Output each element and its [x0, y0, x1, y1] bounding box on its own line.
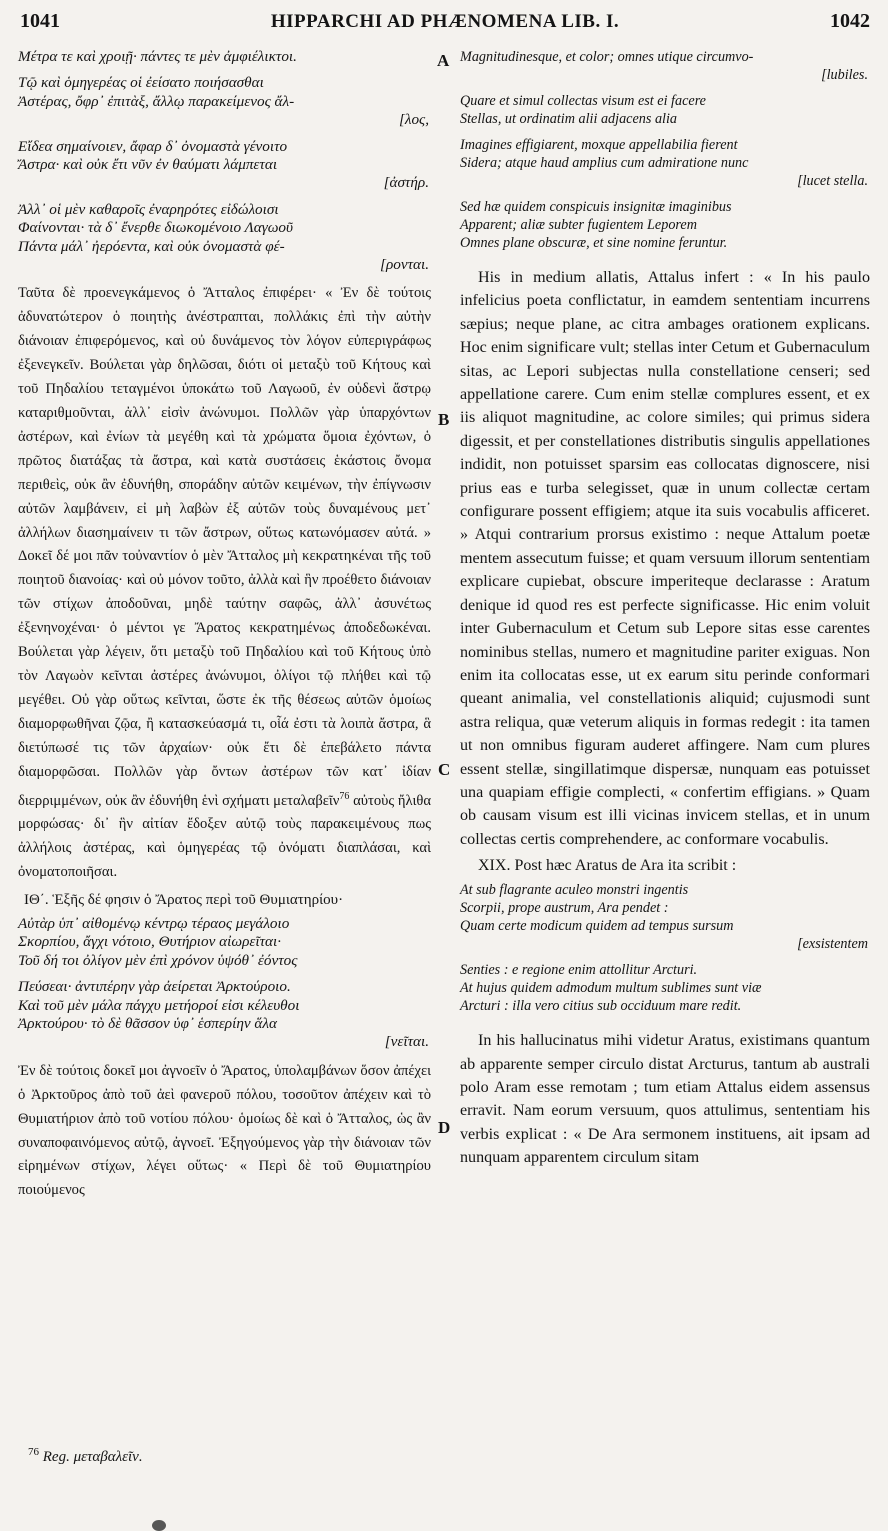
latin-column	[460, 48, 870, 1170]
margin-letter-a: A	[437, 51, 450, 70]
verse-stanza	[18, 74, 431, 129]
verse-stanza	[18, 201, 431, 275]
verse-stanza	[460, 198, 870, 252]
verse-stanza	[460, 136, 870, 190]
verse-line: At hujus quidem admodum multum sublimes sunt viæ	[460, 980, 762, 997]
verse-line: Καὶ τοῦ μὲν μάλα πάγχυ μετήοροί εἰσι κέλευθοι	[18, 996, 300, 1014]
verse-line-continuation: [lucet stella.	[797, 173, 868, 189]
latin-section-heading: XIX. Post hæc Aratus de Ara ita scribit :	[478, 857, 737, 875]
greek-paragraph-text: Ταῦτα δὲ προενεγκάμενος ὁ Ἄτταλος ἐπιφέρει· « Ἐν δὲ τούτοις ἀδυνατώτερον ὁ ποιητὴς ἀνέστραπται, πολλάκις ἐπὶ τὴν αὐτὴν διάνοιαν ἐπιφερόμενος, καὶ οὐ δυνάμενος τὸν λόγον εὐπεριγράφως ἐξενεγκεῖν. Βούλεται γὰρ δηλῶσαι, διότι οἱ μεταξὺ τοῦ Κήτους καὶ τοῦ Πηδαλίου τεταγμένοι ὑποκάτω τοῦ Λαγωοῦ, ἐν οὐδενὶ ἄστρῳ καταριθμοῦνται, ἀλλ᾽ εἰσὶν ἀνώνυμοι. Πολλῶν γὰρ ὑπαρχόντων ἀστέρων, καὶ ἐνίων τὰ μεγέθη καὶ τὰ χρώματα ὅμοια ἐχόντων, ὁ πρῶτος διατάξας τὰ ἄστρα, καὶ κατὰ συστάσεις ἑκάστοις ὄνομα περιθεὶς, οὐκ ἂν ἐδυνήθη, σποράδην αὐτῶν κειμένων, τὴν ἐπίγνωσιν αὐτῶν λαμβάνειν, εἰ μὴ λαβὼν ἐξ αὐτῶν τοὺς δυναμένους μετ᾽ ἀλλήλων διασημαίνειν τι τῶν ἄστρων, οὕτως κατωνόμασεν αὐτά. » Δοκεῖ δέ μοι πᾶν τοὐναντίον ὁ μὲν Ἄτταλος μὴ κεκρατηκέναι τῆς τοῦ ποιητοῦ διανοίας· καὶ οὐ μόνον τοῦτο, ἀλλὰ καὶ ἣν προέθετο διάνοιαν τῶν στίχων ἀποδοῦναι, μηδὲ ταύτην σαφῶς, ἀλλ᾽ ἀσυνέτως ἐξενηνοχέναι· ὁ μέντοι γε Ἄρατος κεκρατημένως ἀποδεδωκέναι. Βούλεται γὰρ λέγειν, ὅτι μεταξὺ τοῦ Πηδαλίου καὶ τοῦ Κήτους ὑπὸ τὸν Λαγωὸν κεῖνται ἀστέρες ἀνώνυμοι, ὀλίγοι τῷ πλήθει καὶ τῷ μεγέθει. Οὐ γὰρ οὕτως κεῖνται, ὥστε ἐκ τῆς θέσεως αὐτῶν ὁμοίως διαμορφωθῆναι ζῷα, ἢ κατασκεύασμά τι, οἷά ἐστι τὰ λοιπὰ ἄστρα, ἃ διετύπωσέ τις τῶν ἀρχαίων· οὐκ ἔτι δὲ ἐπεβάλετο πάντα διαμορφῶσαι. Πολλῶν γὰρ ὄντων ἀστέρων τῶν κατ᾽ ἰδίαν διερριμμένων, οὐκ ἂν ἐδυνήθη ἑνὶ σχήματι μεταλαβεῖν	[18, 285, 431, 809]
margin-letter-c: C	[438, 760, 451, 779]
verse-stanza	[18, 978, 431, 1052]
verse-line: Scorpii, prope austrum, Ara pendet :	[460, 900, 669, 917]
running-header	[20, 10, 870, 40]
greek-section-heading: ΙΘ΄. Ἑξῆς δέ φησιν ὁ Ἄρατος περὶ τοῦ Θυμιατηρίου·	[24, 891, 344, 908]
verse-stanza	[460, 92, 870, 128]
verse-stanza	[18, 138, 431, 193]
verse-line: Σκορπίου, ἄγχι νότοιο, Θυτήριον αἰωρεῖται·	[18, 933, 281, 951]
verse-line-continuation: [exsistentem	[797, 936, 868, 953]
margin-letter-b: B	[438, 410, 450, 429]
footnote-number: 76	[28, 1446, 39, 1458]
verse-line: Magnitudinesque, et color; omnes utique circumvo-	[460, 49, 754, 65]
latin-verse-block-2	[460, 881, 870, 1015]
verse-line-continuation: [ἀστήρ.	[383, 174, 429, 192]
footnote-ref: 76	[339, 790, 350, 802]
greek-prose-2	[18, 1060, 431, 1203]
verse-line: Omnes plane obscuræ, et sine nomine feruntur.	[460, 235, 728, 251]
greek-paragraph: Ἐν δὲ τούτοις δοκεῖ μοι ἀγνοεῖν ὁ Ἄρατος, ὑπολαμβάνων ὅσον ἀπέχει ὁ Ἀρκτοῦρος ἀπὸ τοῦ ἀεὶ φανεροῦ πόλου, τοσοῦτον ἀπέχειν καὶ τὸ Θυμιατήριον ἀπὸ τοῦ νοτίου πόλου· ὁμοίως δὲ καὶ ὁ Ἄτταλος, ὡς ἂν συναποφαινόμενος αὐτῷ, ἀγνοεῖ. Ἐξηγούμενος γὰρ τὴν διάνοιαν τῶν εἰρημένων στίχων, λέγει οὕτως· « Περὶ δὲ τοῦ Θυμιατηρίου ποιούμενος	[18, 1062, 431, 1199]
verse-line: Senties : e regione enim attollitur Arcturi.	[460, 962, 698, 979]
verse-line: Τοῦ δή τοι ὀλίγον μὲν ἐπὶ χρόνον ὑψόθ᾽ ἐόντος	[18, 951, 298, 969]
verse-line: Πεύσεαι· ἀντιπέρην γὰρ ἀείρεται Ἀρκτούροιο.	[18, 978, 291, 996]
greek-verse-block-2	[18, 915, 431, 1052]
latin-prose-2	[460, 1029, 870, 1169]
footnote-label: Reg.	[42, 1449, 70, 1465]
greek-paragraph-text-end: αὐτοὺς ἤλιθα μορφώσας· δι᾽ ἣν αἰτίαν ἔδοξεν αὐτῷ τοὺς παρακειμένους πως ἀλλήλοις ἀστέρας, καὶ ὁμηγερέας τῷ ὀνόματι διαπλάσαι, καὶ ὀνοματοποιῆσαι.	[18, 792, 432, 881]
verse-line: Τῷ καὶ ὁμηγερέας οἱ ἐείσατο ποιήσασθαι	[18, 74, 264, 92]
margin-letter-d: D	[438, 1118, 451, 1137]
running-title: HIPPARCHI AD PHÆNOMENA LIB. I.	[270, 11, 620, 32]
verse-stanza	[460, 961, 870, 1015]
verse-line: Πάντα μάλ᾽ ἠερόεντα, καὶ οὐκ ὀνομαστὰ φέ-	[18, 237, 285, 255]
verse-line: Ἀστέρας, ὄφρ᾽ ἐπιτὰξ, ἄλλῳ παρακείμενος ἄλ-	[18, 92, 295, 110]
verse-stanza	[18, 915, 431, 970]
verse-stanza	[460, 48, 870, 84]
verse-line: Sidera; atque haud amplius cum admiratione nunc	[460, 155, 749, 171]
greek-column	[18, 48, 431, 1203]
verse-line: Μέτρα τε καὶ χροιῇ· πάντες τε μὲν ἀμφιέλικτοι.	[18, 48, 297, 65]
verse-line: Sed hæ quidem conspicuis insignitæ imaginibus	[460, 199, 732, 215]
verse-line: Imagines effigiarent, moxque appellabilia fierent	[460, 137, 738, 153]
page-number-right: 1042	[829, 10, 870, 32]
latin-paragraph: In his hallucinatus mihi videtur Aratus, existimans quantum ab apparente semper circulo distat Arcturus, tantum ab australi polo Aram esse remotam ; tum etiam Attalus eidem assensus erravit. Nam eorum versuum, quos attulimus, sententiam his verbis explicat : « De Ara sermonem instituens, ait ipsam ad nunquam apparentem circulum sitam	[460, 1032, 870, 1167]
verse-stanza	[460, 881, 870, 953]
verse-line: Quare et simul collectas visum est ei facere	[460, 93, 706, 109]
latin-prose-1	[460, 266, 870, 851]
greek-prose-1	[18, 282, 431, 885]
greek-verse-block-1	[18, 48, 431, 274]
verse-line: Εἴδεα σημαίνοιεν, ἄφαρ δ᾽ ὀνομαστὰ γένοιτο	[18, 137, 288, 155]
verse-line: Ἀλλ᾽ οἱ μὲν καθαροῖς ἐναρηρότες εἰδώλοισι	[18, 200, 279, 218]
verse-line-continuation: [λος,	[398, 111, 429, 129]
verse-line: Ἄστρα· καὶ οὐκ ἔτι νῦν ἐν θαύματι λάμπεται	[18, 156, 278, 174]
verse-line: Apparent; aliæ subter fugientem Leporem	[460, 217, 697, 233]
page-number-left: 1041	[20, 10, 60, 32]
verse-line-continuation: [νεῖται.	[384, 1033, 429, 1051]
latin-verse-block-1	[460, 48, 870, 252]
ink-blot	[152, 1520, 166, 1531]
verse-line: Ἀρκτούρου· τὸ δὲ θᾶσσον ὑφ᾽ ἑσπερίην ἅλα	[18, 1015, 277, 1033]
greek-paragraph	[18, 282, 431, 885]
footnote-text: μεταβαλεῖν.	[73, 1449, 143, 1465]
verse-line: Αὐτὰρ ὑπ᾽ αἰθομένῳ κέντρῳ τέραος μεγάλοιο	[18, 914, 290, 932]
verse-line: Quam certe modicum quidem ad tempus sursum	[460, 918, 734, 935]
verse-line: Arcturi : illa vero citius sub occiduum mare redit.	[460, 998, 742, 1015]
latin-paragraph: His in medium allatis, Attalus infert : « In his paulo infelicius poeta conflictatur, in eamdem sententiam incurrens sæpius; neque plane, ac citra ambages orationem explicans. Hoc enim significare vult; stellas inter Cetum et Gubernaculum sitas, ac Lepori subjectas nulla constellatione censeri; sed appellatione carere. Cum enim stellæ complures essent, et ex iis aliquot magnitudine, ac colore similes; qui primus sidera digessit, et per constellationes distributis singulis appellationes indidit, non potuisset sparsim eas collocatas dignoscere, nisi prius eas e turba selegisset, quæ in unum collectæ certam configurare possent effigiem; atque ita suis vocabulis afficeret. » Atqui contrarium prorsus existimo : neque Attalum poetæ mentem assecutum fuisse; et quam versuum illorum sententiam explicare cupiebat, obscure imperiteque declarasse : Aratum denique id quod res est perfecte significasse. Hic enim voluit inter Gubernaculum et Cetum sub Lepore sitas esse carentes nominibus stellas, numero et magnitudine pariter exiguas. Non enim ita collocatas esse, ut ex earum situ perinde conformari queant animalia, vel constellationis aliquid; cujusmodi sunt astra reliqua, quæ veterum aliquis in formas redegit : ita tamen ut non omnibus figuram auderet affingere. Nam cum plures essent stellæ, singillatimque dispersæ, nunquam eas potuisset una quapiam effigie complecti, « confertim effigians. » Quam ob causam visum est illi vicinas invicem stellas, et in unum collectas certis comprehendere, ac conformare vocabulis.	[460, 269, 870, 848]
verse-line: At sub flagrante aculeo monstri ingentis	[460, 882, 689, 899]
verse-line-continuation: [ρονται.	[380, 256, 429, 274]
verse-line: Φαίνονται· τὰ δ᾽ ἔνερθε διωκομένοιο Λαγωοῦ	[18, 219, 293, 237]
footnote	[28, 1446, 143, 1466]
verse-line-continuation: [lubiles.	[821, 67, 868, 83]
verse-line: Stellas, ut ordinatim alii adjacens alia	[460, 111, 678, 127]
